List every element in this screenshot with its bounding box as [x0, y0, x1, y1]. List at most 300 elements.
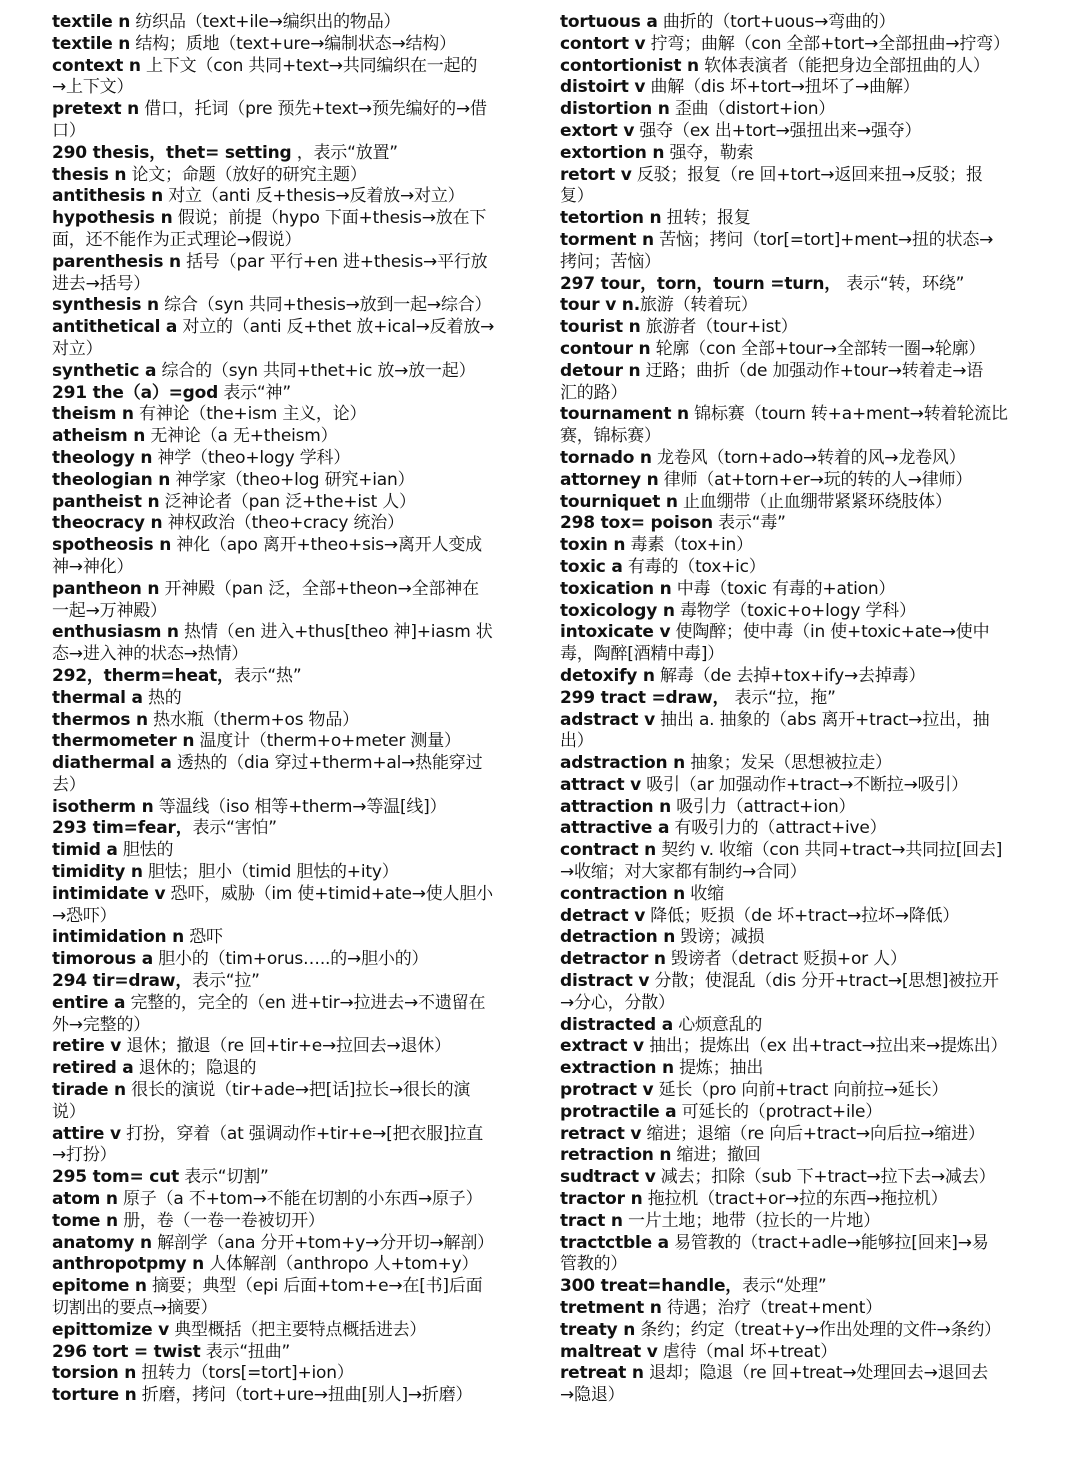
- vocab-line: [52, 971, 530, 993]
- headword: theology n: [52, 447, 153, 468]
- definition-text: 复）: [560, 186, 594, 207]
- definition-text: 强夺（ex 出+tort→强扭出来→强夺）: [634, 120, 922, 141]
- definition-text: 退却；隐退（re 回+treat→处理回去→退回去: [643, 1363, 989, 1384]
- vocab-line: [52, 230, 530, 252]
- vocab-line: [52, 906, 530, 928]
- definition-text: 拖拉机（tract+or→拉的东西→拖拉机）: [642, 1189, 948, 1210]
- definition-text: 使陶醉；使中毒（in 使+toxic+ate→使中: [670, 622, 990, 643]
- vocab-line: [52, 404, 530, 426]
- vocab-line: [52, 1124, 530, 1146]
- headword: detraction n: [560, 927, 676, 948]
- headword: distoirt v: [560, 77, 646, 98]
- headword: 292，therm=heat，: [52, 665, 234, 686]
- definition-text: 提炼；抽出: [673, 1058, 764, 1079]
- vocab-line: [52, 99, 530, 121]
- definition-text: 胆小的（tim+orus…..的→胆小的）: [153, 949, 429, 970]
- headword: anatomy n: [52, 1232, 152, 1253]
- definition-text: 外→完整的）: [52, 1014, 151, 1035]
- vocab-line: [52, 710, 530, 732]
- definition-text: →打扮）: [52, 1145, 117, 1166]
- definition-text: 打扮，穿着（at 强调动作+tir+e→[把衣服]拉直: [120, 1123, 483, 1144]
- vocab-line: [560, 383, 1038, 405]
- headword: retract v: [560, 1123, 642, 1144]
- vocab-line: [52, 1145, 530, 1167]
- headword: entire a: [52, 992, 126, 1013]
- headword: theocracy n: [52, 513, 163, 534]
- definition-text: 人体解剖（anthropo 人+tom+y）: [204, 1254, 479, 1275]
- definition-text: 神学家（theo+log 研究+ian）: [170, 469, 415, 490]
- vocab-line: [560, 1298, 1038, 1320]
- headword: torture n: [52, 1385, 137, 1406]
- headword: diathermal a: [52, 753, 172, 774]
- definition-text: 赛，锦标赛）: [560, 426, 661, 447]
- vocab-line: [560, 121, 1038, 143]
- vocab-line: [52, 535, 530, 557]
- definition-text: 虐待（mal 坏+treat）: [657, 1341, 838, 1362]
- definition-text: 退休；撤退（re 回+tir+e→拉回去→退休）: [121, 1036, 451, 1057]
- vocab-line: [560, 274, 1038, 296]
- vocab-line: [52, 426, 530, 448]
- headword: tour v n.: [560, 295, 640, 316]
- headword: toxicology n: [560, 600, 675, 621]
- definition-text: 切割出的要点→摘要）: [52, 1298, 218, 1319]
- definition-text: 综合的（syn 共同+thet+ic 放→放一起）: [156, 360, 476, 381]
- vocab-line: [52, 1363, 530, 1385]
- headword: distracted a: [560, 1014, 673, 1035]
- vocab-line: [52, 688, 530, 710]
- headword: anthropotpmy n: [52, 1254, 205, 1275]
- headword: atom n: [52, 1189, 118, 1210]
- definition-text: 括号（par 平行+en 进+thesis→平行放: [180, 251, 488, 272]
- headword: pantheist n: [52, 491, 160, 512]
- vocab-line: [560, 688, 1038, 710]
- definition-text: 神权政治（theo+cracy 统治）: [162, 513, 404, 534]
- definition-text: 口）: [52, 120, 86, 141]
- definition-text: 可延长的（protract+ile）: [676, 1101, 883, 1122]
- vocab-line: [560, 666, 1038, 688]
- headword: theism n: [52, 404, 134, 425]
- headword: 297 tour，torn，tourn =turn，: [560, 273, 842, 294]
- headword: maltreat v: [560, 1341, 658, 1362]
- definition-text: 抽象；发呆（思想被拉走）: [684, 753, 892, 774]
- definition-text: 扭转；报复: [661, 208, 751, 229]
- definition-text: 缩进；退缩（re 向后+tract→向后拉→缩进）: [641, 1123, 985, 1144]
- vocab-line: [52, 513, 530, 535]
- definition-text: →上下文）: [52, 77, 134, 98]
- headword: 295 tom= cut: [52, 1167, 179, 1188]
- headword: attract v: [560, 774, 641, 795]
- definition-text: 一起→万神殿）: [52, 600, 167, 621]
- definition-text: 中毒（toxic 有毒的+ation）: [671, 578, 896, 599]
- definition-text: 吸引（ar 加强动作+tract→不断拉→吸引）: [640, 774, 969, 795]
- definition-text: 热的: [142, 687, 182, 708]
- definition-text: 解毒（de 去掉+tox+ify→去掉毒）: [654, 665, 926, 686]
- headword: distract v: [560, 971, 650, 992]
- vocab-line: [52, 121, 530, 143]
- headword: thermal a: [52, 687, 143, 708]
- definition-text: ，表示“放置”: [291, 142, 398, 163]
- vocab-line: [52, 1058, 530, 1080]
- vocab-line: [560, 753, 1038, 775]
- definition-text: 结构；质地（text+ure→编制状态→结构）: [130, 33, 456, 54]
- definition-text: 旅游（转着玩）: [639, 295, 758, 316]
- vocab-line: [560, 339, 1038, 361]
- headword: contract n: [560, 840, 657, 861]
- definition-text: 进去→括号）: [52, 273, 151, 294]
- vocab-line: [560, 840, 1038, 862]
- vocab-line: [52, 1167, 530, 1189]
- headword: atheism n: [52, 426, 146, 447]
- headword: attorney n: [560, 469, 659, 490]
- headword: sudtract v: [560, 1167, 656, 1188]
- headword: tract n: [560, 1210, 623, 1231]
- headword: timidity n: [52, 862, 143, 883]
- definition-text: 歪曲（distort+ion）: [669, 99, 836, 120]
- headword: thesis n: [52, 164, 127, 185]
- vocab-line: [560, 884, 1038, 906]
- headword: retreat n: [560, 1363, 644, 1384]
- headword: 299 tract =draw，: [560, 687, 730, 708]
- definition-text: 易管教的（tract+adle→能够拉[回来]→易: [668, 1232, 989, 1253]
- vocab-line: [52, 448, 530, 470]
- headword: detoxify n: [560, 665, 655, 686]
- vocab-line: [560, 622, 1038, 644]
- definition-text: 泛神论者（pan 泛+the+ist 人）: [159, 491, 416, 512]
- headword: retort v: [560, 164, 632, 185]
- vocab-line: [52, 34, 530, 56]
- definition-text: 表示“热”: [233, 665, 302, 686]
- vocab-line: [52, 1189, 530, 1211]
- headword: contort v: [560, 33, 646, 54]
- headword: tirade n: [52, 1080, 126, 1101]
- headword: intoxicate v: [560, 622, 671, 643]
- headword: toxin n: [560, 535, 626, 556]
- definition-text: 典型概括（把主要特点概括进去）: [169, 1319, 427, 1340]
- vocab-line: [560, 818, 1038, 840]
- definition-text: 缩进；撤回: [671, 1145, 761, 1166]
- definition-text: 恐吓，威胁（im 使+timid+ate→使人胆小: [165, 883, 493, 904]
- vocab-line: [560, 535, 1038, 557]
- vocab-line: [52, 644, 530, 666]
- vocab-line: [560, 1102, 1038, 1124]
- headword: 298 tox= poison: [560, 513, 713, 534]
- headword: thermometer n: [52, 731, 195, 752]
- definition-text: 折磨，拷问（tort+ure→扭曲[别人]→折磨）: [136, 1385, 473, 1406]
- definition-text: 表示“处理”: [742, 1276, 827, 1297]
- vocab-line: [52, 840, 530, 862]
- definition-text: 毒素（tox+in）: [625, 535, 753, 556]
- definition-text: 表示“害怕”: [192, 818, 277, 839]
- headword: retire v: [52, 1036, 122, 1057]
- definition-text: 扭转力（tors[=tort]+ion）: [136, 1363, 354, 1384]
- definition-text: →恐吓）: [52, 905, 117, 926]
- vocab-line: [560, 1385, 1038, 1407]
- definition-text: 苦恼；拷问（tor[=tort]+ment→扭的状态→: [653, 229, 994, 250]
- vocab-line: [52, 1385, 530, 1407]
- headword: toxication n: [560, 578, 672, 599]
- headword: tourist n: [560, 317, 641, 338]
- definition-text: 毒，陶醉[酒精中毒]）: [560, 644, 725, 665]
- vocab-line: [560, 927, 1038, 949]
- vocab-line: [560, 143, 1038, 165]
- vocab-line: [560, 1320, 1038, 1342]
- vocab-line: [560, 208, 1038, 230]
- definition-text: 拷问；苦恼）: [560, 251, 661, 272]
- definition-text: 热水瓶（therm+os 物品）: [147, 709, 359, 730]
- definition-text: 很长的演说（tir+ade→把[话]拉长→很长的演: [125, 1080, 471, 1101]
- vocab-line: [560, 1363, 1038, 1385]
- definition-text: 抽出 a. 抽象的（abs 离开+tract→拉出，抽: [654, 709, 990, 730]
- vocab-line: [52, 77, 530, 99]
- headword: isotherm n: [52, 796, 154, 817]
- definition-text: 曲解（dis 坏+tort→扭坏了→曲解）: [645, 77, 920, 98]
- headword: theologian n: [52, 469, 171, 490]
- definition-text: 神化（apo 离开+theo+sis→离开人变成: [171, 535, 482, 556]
- definition-text: 汇的路）: [560, 382, 628, 403]
- headword: tournament n: [560, 404, 689, 425]
- vocab-line: [560, 295, 1038, 317]
- vocab-line: [560, 710, 1038, 732]
- vocab-line: [52, 797, 530, 819]
- headword: adstraction n: [560, 753, 685, 774]
- definition-text: 原子（a 不+tom→不能在切割的小东西→原子）: [117, 1189, 483, 1210]
- definition-text: 毁谤；减损: [675, 927, 765, 948]
- definition-text: 轮廓（con 全部+tour→全部转一圈→轮廓）: [650, 338, 986, 359]
- headword: treaty n: [560, 1319, 636, 1340]
- headword: detour n: [560, 360, 641, 381]
- definition-text: 去）: [52, 774, 86, 795]
- definition-text: 契约 v. 收缩（con 共同+tract→共同拉[回去]: [656, 840, 1003, 861]
- vocab-line: [52, 731, 530, 753]
- vocab-line: [560, 557, 1038, 579]
- vocab-line: [560, 230, 1038, 252]
- definition-text: 对立（anti 反+thesis→反着放→对立）: [162, 186, 465, 207]
- headword: 300 treat=handle，: [560, 1276, 743, 1297]
- vocab-line: [560, 775, 1038, 797]
- headword: antithetical a: [52, 317, 178, 338]
- headword: parenthesis n: [52, 251, 181, 272]
- vocab-line: [560, 731, 1038, 753]
- definition-text: 表示“毒”: [712, 513, 786, 534]
- definition-text: 表示“神”: [218, 382, 291, 403]
- headword: intimidation n: [52, 927, 185, 948]
- headword: textile n: [52, 12, 131, 32]
- headword: tome n: [52, 1210, 118, 1231]
- vocab-line: [560, 1167, 1038, 1189]
- definition-text: 解剖学（ana 分开+tom+y→分开切→解剖）: [151, 1232, 494, 1253]
- vocab-line: [52, 1342, 530, 1364]
- headword: tornado n: [560, 447, 652, 468]
- definition-text: 对立）: [52, 338, 103, 359]
- vocab-line: [560, 252, 1038, 274]
- definition-text: 上下文（con 共同+text→共同编织在一起的: [140, 55, 478, 76]
- definition-text: 胆怯；胆小（timid 胆怯的+ity）: [142, 862, 399, 883]
- vocab-line: [52, 622, 530, 644]
- vocab-line: [52, 186, 530, 208]
- vocab-line: [560, 361, 1038, 383]
- headword: tourniquet n: [560, 491, 678, 512]
- definition-text: 条约；约定（treat+y→作出处理的文件→条约）: [635, 1319, 1001, 1340]
- vocab-line: [560, 1254, 1038, 1276]
- headword: intimidate v: [52, 883, 166, 904]
- definition-text: 表示“转，环绕”: [841, 273, 965, 294]
- definition-text: 龙卷风（torn+ado→转着的风→龙卷风）: [651, 447, 966, 468]
- vocab-line: [560, 1058, 1038, 1080]
- vocab-line: [52, 927, 530, 949]
- vocab-line: [52, 12, 530, 34]
- definition-text: 抽出；提炼出（ex 出+tract→拉出来→提炼出）: [643, 1036, 1008, 1057]
- definition-text: 表示“拉”: [192, 971, 260, 992]
- headword: hypothesis n: [52, 208, 173, 229]
- vocab-line: [560, 186, 1038, 208]
- vocab-line: [52, 666, 530, 688]
- definition-text: 纺织品（text+ile→编织出的物品）: [130, 12, 401, 32]
- vocab-line: [560, 470, 1038, 492]
- definition-text: 热情（en 进入+thus[theo 神]+iasm 状: [178, 622, 493, 643]
- vocab-line: [560, 579, 1038, 601]
- vocab-line: [52, 383, 530, 405]
- vocab-line: [560, 993, 1038, 1015]
- definition-text: 退休的；隐退的: [133, 1058, 257, 1079]
- vocab-line: [560, 317, 1038, 339]
- vocab-line: [52, 753, 530, 775]
- headword: protractile a: [560, 1101, 677, 1122]
- vocab-line: [560, 513, 1038, 535]
- definition-text: 反驳；报复（re 回+tort→返回来扭→反驳；报: [631, 164, 983, 185]
- headword: detractor n: [560, 949, 666, 970]
- definition-text: 透热的（dia 穿过+therm+al→热能穿过: [171, 753, 483, 774]
- vocab-line: [560, 56, 1038, 78]
- vocab-line: [52, 274, 530, 296]
- definition-text: 对立的（anti 反+thet 放+ical→反着放→: [177, 317, 495, 338]
- headword: tortuous a: [560, 12, 658, 32]
- headword: 293 tim=fear，: [52, 818, 193, 839]
- definition-text: 软体表演者（能把身边全部扭曲的人）: [698, 55, 990, 76]
- headword: 296 tort = twist: [52, 1341, 201, 1362]
- vocab-line: [52, 1233, 530, 1255]
- vocab-line: [52, 884, 530, 906]
- headword: torsion n: [52, 1363, 137, 1384]
- vocab-line: [52, 1276, 530, 1298]
- definition-text: 有吸引力的（attract+ive）: [669, 818, 887, 839]
- definition-text: 态→进入神的状态→热情）: [52, 644, 249, 665]
- definition-text: 论文；命题（放好的研究主题）: [126, 164, 367, 185]
- definition-text: →收缩；对大家都有制约→合同）: [560, 862, 807, 883]
- headword: epitome n: [52, 1276, 147, 1297]
- left-column: [52, 12, 530, 1407]
- definition-text: 出）: [560, 731, 594, 752]
- vocab-line: [560, 1015, 1038, 1037]
- vocab-line: [560, 77, 1038, 99]
- vocab-line: [52, 208, 530, 230]
- vocab-line: [52, 56, 530, 78]
- vocab-line: [560, 1342, 1038, 1364]
- definition-text: 表示“扭曲”: [200, 1341, 291, 1362]
- vocab-line: [52, 818, 530, 840]
- headword: epittomize v: [52, 1319, 170, 1340]
- definition-text: 恐吓: [184, 927, 223, 948]
- vocab-line: [52, 1102, 530, 1124]
- vocab-line: [52, 295, 530, 317]
- headword: extort v: [560, 120, 635, 141]
- vocab-line: [52, 252, 530, 274]
- definition-text: 曲折的（tort+uous→弯曲的）: [657, 12, 896, 32]
- headword: thermos n: [52, 709, 148, 730]
- vocab-line: [560, 1233, 1038, 1255]
- definition-text: 拧弯；曲解（con 全部+tort→全部扭曲→拧弯）: [645, 33, 1010, 54]
- definition-text: 收缩: [685, 883, 724, 904]
- headword: tractor n: [560, 1189, 643, 1210]
- vocab-line: [560, 1036, 1038, 1058]
- definition-text: 摘要；典型（epi 后面+tom+e→在[书]后面: [146, 1276, 483, 1297]
- vocab-line: [560, 949, 1038, 971]
- vocab-line: [560, 1124, 1038, 1146]
- headword: antithesis n: [52, 186, 163, 207]
- right-column: [560, 12, 1038, 1407]
- headword: distortion n: [560, 99, 670, 120]
- definition-text: 毒物学（toxic+o+logy 学科）: [674, 600, 916, 621]
- vocab-line: [560, 99, 1038, 121]
- definition-text: 说）: [52, 1101, 86, 1122]
- headword: 294 tir=draw，: [52, 971, 193, 992]
- headword: extract v: [560, 1036, 644, 1057]
- headword: tretment n: [560, 1298, 662, 1319]
- vocab-line: [52, 579, 530, 601]
- vocab-line: [52, 557, 530, 579]
- definition-text: 降低；贬损（de 坏+tract→拉坏→降低）: [645, 905, 960, 926]
- definition-text: 胆怯的: [117, 840, 174, 861]
- definition-text: 强夺，勒索: [664, 142, 754, 163]
- definition-text: 迂路；曲折（de 加强动作+tour→转着走→语: [640, 360, 984, 381]
- headword: timid a: [52, 840, 118, 861]
- headword: contraction n: [560, 883, 686, 904]
- headword: contour n: [560, 338, 651, 359]
- definition-text: 综合（syn 共同+thesis→放到一起→综合）: [158, 295, 492, 316]
- vocab-line: [52, 1036, 530, 1058]
- vocab-line: [52, 143, 530, 165]
- definition-text: 开神殿（pan 泛，全部+theon→全部神在: [159, 578, 479, 599]
- headword: pantheon n: [52, 578, 160, 599]
- vocab-line: [560, 448, 1038, 470]
- headword: pretext n: [52, 99, 140, 120]
- vocab-line: [52, 317, 530, 339]
- definition-text: 分散；使混乱（dis 分开+tract→[思想]被拉开: [649, 971, 999, 992]
- vocab-line: [52, 775, 530, 797]
- headword: torment n: [560, 229, 654, 250]
- headword: synthesis n: [52, 295, 159, 316]
- vocab-line: [52, 339, 530, 361]
- definition-text: 心烦意乱的: [673, 1014, 763, 1035]
- definition-text: 神学（theo+logy 学科）: [152, 447, 351, 468]
- definition-text: 吸引力（attract+ion）: [671, 796, 856, 817]
- vocab-line: [560, 1276, 1038, 1298]
- vocab-line: [560, 34, 1038, 56]
- vocab-line: [52, 601, 530, 623]
- headword: detract v: [560, 905, 646, 926]
- vocab-line: [560, 644, 1038, 666]
- definition-text: 毁谤者（detract 贬损+or 人）: [665, 949, 907, 970]
- headword: timorous a: [52, 949, 154, 970]
- headword: toxic a: [560, 556, 623, 577]
- headword: context n: [52, 55, 141, 76]
- vocab-line: [52, 492, 530, 514]
- definition-text: 有毒的（tox+ic）: [622, 556, 766, 577]
- definition-text: 温度计（therm+o+meter 测量）: [194, 731, 461, 752]
- headword: enthusiasm n: [52, 622, 179, 643]
- headword: tetortion n: [560, 208, 662, 229]
- vocab-line: [560, 426, 1038, 448]
- definition-text: 面，还不能作为正式理论→假说）: [52, 229, 302, 250]
